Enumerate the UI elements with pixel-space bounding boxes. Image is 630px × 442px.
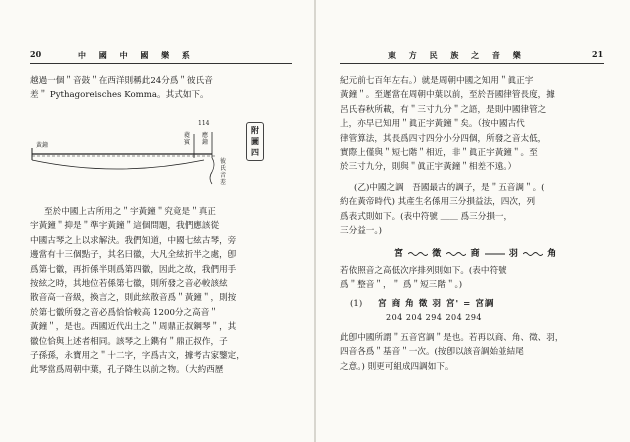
text-line: 實際上僅與＂短七階＂相近，非＂眞正宇黃鐘＂。至 xyxy=(340,147,538,158)
yingzhong-label: 應鐘 xyxy=(202,132,209,146)
ruibin-label: 蕤賓 xyxy=(184,132,191,146)
tie-wave xyxy=(408,251,428,257)
text-line: 邊當有十三個點子，其名曰徽，大凡全絃折半之處，卽 xyxy=(30,250,237,261)
comma-diagram xyxy=(26,118,246,190)
text-line: 爲表式則如下。(表中符號 ＿＿ 爲三分損一， xyxy=(340,211,513,222)
left-running-header: 中 國 中 國 樂 系 xyxy=(78,50,195,60)
tie-wave xyxy=(446,251,466,257)
right-running-header: 東 方 民 族 之 音 樂 xyxy=(388,50,526,60)
text-line: 至於中國上古所用之＂宇黃鐘＂究竟是＂真正 xyxy=(44,207,216,217)
text-line: 此琴當爲周朝中葉，孔子降生以前之物。（大約西歷 xyxy=(30,365,224,376)
figure-label: 附圖四 xyxy=(251,125,259,157)
text-line: 約在黃帝時代) 其產生名係用三分損益法，四次，列 xyxy=(340,197,536,208)
right-section-b-text xyxy=(340,181,606,239)
left-intro-text xyxy=(30,74,292,103)
text-line: 爲第七徽，再折係半則爲第四徽，因此之故，我們用手 xyxy=(30,264,237,275)
pentatonic-generation-line xyxy=(394,246,557,259)
text-line: 中國古琴之上以求解決。我們知道，中國七絃古琴，旁 xyxy=(30,235,237,246)
right-order-text xyxy=(340,264,606,293)
text-line: 四音各爲＂基音＂一次。(按卽以該音調始並結尾 xyxy=(340,347,524,358)
right-page-number: 21 xyxy=(592,49,604,59)
text-line: 子孫孫，永寶用之＂十二字，字爲古文，據考古家鑒定， xyxy=(30,350,245,361)
text-line: 宇黃鐘＂抑是＂準宇黃鐘＂這個問題，我們應該從 xyxy=(30,221,220,232)
left-body-text xyxy=(30,205,292,378)
tie-line xyxy=(485,251,505,257)
mode-number-label: (1) xyxy=(350,299,363,309)
text-line: 於三寸九分，則與＂眞正宇黃鐘＂相差不遠。） xyxy=(340,162,517,173)
text-line: 徽位恰與上述者相同。該琴之上鐫有＂鼎正叔作，子 xyxy=(30,336,228,347)
huangzhong-label: 黃鐘 xyxy=(36,142,49,149)
left-page xyxy=(0,0,314,442)
right-header-rule xyxy=(340,63,604,64)
text-line: 呂氏春秋所載，有＂三寸九分＂之語，是則中國律管之 xyxy=(340,104,547,115)
right-top-text xyxy=(340,74,606,175)
note-shang: 商 xyxy=(470,249,481,259)
tie-wave xyxy=(523,251,543,257)
comma-diagram-lines xyxy=(26,118,246,190)
left-page-number: 20 xyxy=(30,49,42,59)
text-line: 上，亦早已知用＂眞正宇黃鐘＂矣。（按中國古代 xyxy=(340,119,525,130)
left-header-rule xyxy=(30,63,292,64)
text-line: 於第七徽所發之音必爲恰恰較高 1200分之高音＂ xyxy=(30,307,218,318)
text-line: 紀元前七百年左右。）就是周朝中國之知用＂眞正宇 xyxy=(340,76,534,86)
note-yu: 羽 xyxy=(508,249,519,259)
text-line: 散音高一音級，換言之，則此絃散音爲＂黃鐘＂，則按 xyxy=(30,293,237,304)
text-line: 爲＂整音＂，＂ 爲＂短三階＂。) xyxy=(340,280,463,291)
section-heading-line: (乙)中國之調 吾國最古的調子，是＂五音調＂。( xyxy=(354,183,545,193)
diagram-top-label: 114 xyxy=(198,120,210,127)
note-zhi: 徵 xyxy=(432,249,443,259)
interval-cents-row: 204 204 294 204 294 xyxy=(386,313,483,322)
text-line: 之意。) 則更可組成四調如下。 xyxy=(340,361,454,372)
comma-brace-label: 彼氏音差 xyxy=(220,158,227,186)
text-line: 黃鐘＂，是也。西國近代出土之＂周鼎正叔鋼琴＂，其 xyxy=(30,322,237,333)
text-line: 按絃之時，其地位若係第七徽，則所發之音必較該絃 xyxy=(30,278,228,289)
text-line: 越過一個＂音鼓＂在西洋則稱此24分爲＂彼氏音 xyxy=(30,76,213,86)
note-jue: 角 xyxy=(547,249,558,259)
right-bottom-text xyxy=(340,331,606,374)
right-page xyxy=(316,0,630,442)
text-line: 三分益一。) xyxy=(340,226,383,237)
text-line: 此卽中國所謂＂五音宮調＂是也。若再以商、角、徵、羽， xyxy=(340,333,564,343)
note-gong: 宮 xyxy=(394,249,405,259)
text-line: 律管算法，其長爲四寸四分小分四個，所發之音太低， xyxy=(340,133,547,144)
text-line: 差＂ Pythagoreisches Komma。其式如下。 xyxy=(30,90,209,101)
gong-mode-notes: 宮 商 角 徵 羽 宮' = 宮調 xyxy=(378,299,495,309)
figure-four-caption xyxy=(246,122,264,161)
text-line: 若依照音之高低次序排列則如下。(表中符號 xyxy=(340,266,507,276)
text-line: 黃鐘＂。至遲當在周朝中葉以前，至於吾國律管長度，據 xyxy=(340,90,555,101)
